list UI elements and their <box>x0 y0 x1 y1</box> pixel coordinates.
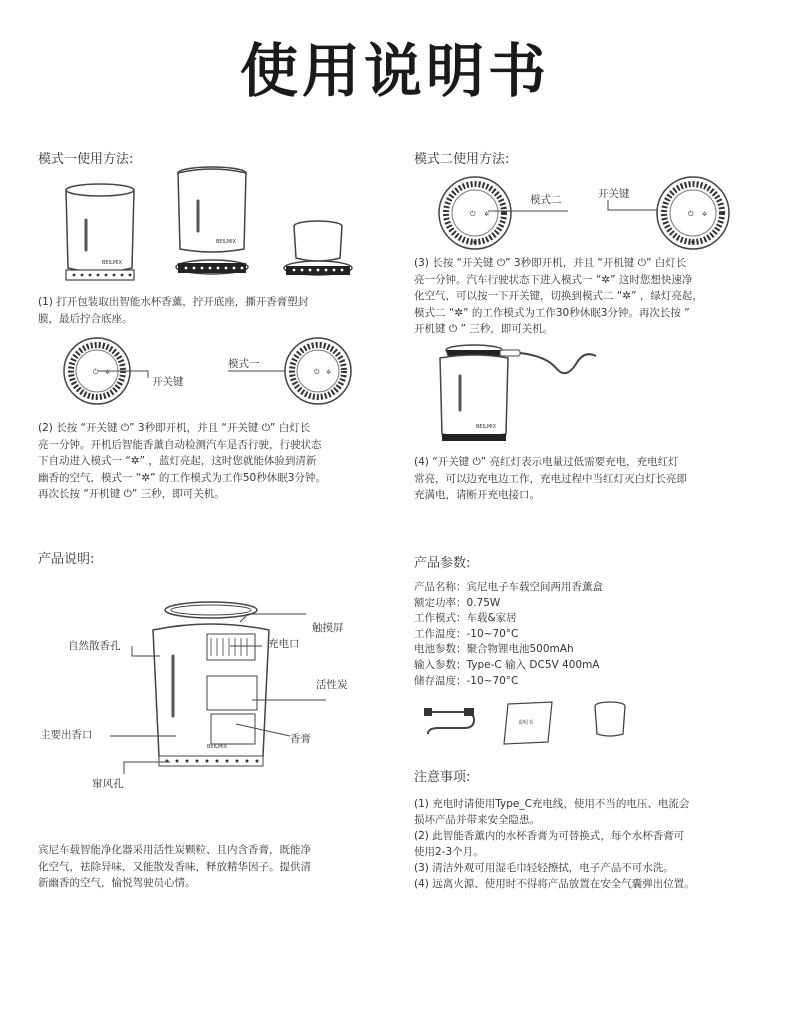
product-heading: 产品说明: <box>38 552 95 567</box>
param-row: 额定功率：0.75W <box>414 596 501 609</box>
svg-text:BEILMIX: BEILMIX <box>476 424 497 430</box>
label-balm: 香膏 <box>290 733 311 745</box>
step1-line: 膜，最后拧合底座。 <box>38 312 133 325</box>
label-main-outlet: 主要出香口 <box>40 729 93 741</box>
note-line: (1) 充电时请使用Type_C充电线，使用不当的电压、电流会 <box>414 798 690 810</box>
manual-icon <box>500 700 556 746</box>
balm-cup-icon <box>590 700 630 740</box>
label-air-hole: 窜风孔 <box>92 778 124 790</box>
brand-logo-text: BEILMIX <box>207 744 228 750</box>
page-title: 使用说明书 <box>239 37 550 105</box>
step4-line: 常亮，可以边充电边工作，充电过程中当红灯灭白灯长亮即 <box>414 472 687 485</box>
param-row: 储存温度：-10~70°C <box>414 674 519 687</box>
param-row: 产品名称：宾尼电子车载空间两用香薰盒 <box>414 581 603 593</box>
label-activated-carbon: 活性炭 <box>316 679 348 691</box>
callout-switch2-label: 开关键 <box>598 188 630 200</box>
step1-line: (1) 打开包装取出智能水杯香薰，拧开底座，撕开香膏塑封 <box>38 296 309 308</box>
step3-line: 亮一分钟。汽车行驶状态下进入模式一 “✲” 这时您想快速净 <box>414 273 693 286</box>
manual-text: 说明书 <box>518 720 534 726</box>
svg-text:BEILMIX: BEILMIX <box>216 239 237 245</box>
svg-text:⏻: ⏻ <box>470 210 476 218</box>
note-line: (4) 远离火源、使用时不得将产品放置在安全气囊弹出位置。 <box>414 878 695 890</box>
param-row: 输入参数：Type-C 输入 DC5V 400mA <box>414 658 600 671</box>
callout-mode2-label: 模式二 <box>530 194 562 206</box>
description-line: 化空气，祛除异味，又能散发香味，释放精华因子。提供清 <box>38 860 311 873</box>
mode1-heading: 模式一使用方法: <box>38 152 134 167</box>
callout-mode1-label: 模式一 <box>228 358 260 370</box>
note-line: (2) 此智能香薰内的水杯香膏为可替换式，每个水杯香膏可 <box>414 830 685 842</box>
step3-line: (3) 长按 “开关键 ⏻” 3秒即开机，并且 “开机键 ⏻” 白灯长 <box>414 257 687 269</box>
step2-line: 幽香的空气，模式一 “✲” 的工作模式为工作50秒休眠3分钟。 <box>38 471 326 484</box>
svg-text:✲: ✲ <box>326 369 332 376</box>
param-row: 工作模式：车载&家居 <box>414 612 517 625</box>
svg-text:⏻: ⏻ <box>688 210 694 218</box>
step2-line: (2) 长按 “开关键 ⏻” 3秒即开机，并且 “开关键 ⏻” 白灯长 <box>38 422 311 434</box>
param-row: 工作温度：-10~70°C <box>414 627 519 640</box>
callout-switch-label: 开关键 <box>152 376 184 388</box>
label-touch-screen: 触摸屏 <box>312 622 344 634</box>
step2-line: 下自动进入模式一 “✲” ，蓝灯亮起，这时您就能体验到清新 <box>38 455 317 467</box>
label-natural-vent: 自然散香孔 <box>68 640 121 652</box>
svg-text:⏻: ⏻ <box>93 368 99 376</box>
notes-list <box>414 796 764 892</box>
note-line: 使用2-3个月。 <box>414 846 484 858</box>
cable-icon <box>424 706 480 738</box>
description-line: 宾尼车载智能净化器采用活性炭颗粒、且内含香膏，既能净 <box>38 844 311 856</box>
svg-text:✲: ✲ <box>105 369 111 376</box>
note-line: 损坏产品并带来安全隐患。 <box>414 814 540 826</box>
step3-line: 开机键 ⏻ ” 三秒，即可关机。 <box>414 323 554 335</box>
step2-line: 亮一分钟。开机后智能香薰自动检测汽车是否行驶，行驶状态 <box>38 438 322 451</box>
mode2-heading: 模式二使用方法: <box>414 152 510 167</box>
step3-line: 模式二 “✲” 的工作模式为工作30秒休眠3分钟。再次长按 ” <box>414 306 690 319</box>
param-row: 电池参数：聚合物锂电池500mAh <box>414 643 574 656</box>
svg-text:✲: ✲ <box>702 211 708 218</box>
step4-line: 充满电，请断开充电接口。 <box>414 489 540 501</box>
step4-line: (4) “开关键 ⏻” 亮红灯表示电量过低需要充电，充电红灯 <box>414 456 679 468</box>
step2-line: 再次长按 “开机键 ⏻” 三秒，即可关机。 <box>38 488 225 500</box>
description-line: 新幽香的空气，愉悦驾驶员心情。 <box>38 877 196 889</box>
svg-text:BEILMIX: BEILMIX <box>102 260 123 266</box>
svg-text:⏻: ⏻ <box>314 368 320 376</box>
step3-line: 化空气，可以按一下开关键，切换到模式二 “✲” ，绿灯亮起， <box>414 290 703 302</box>
notes-heading: 注意事项: <box>414 770 471 785</box>
note-line: (3) 清洁外观可用湿毛巾轻轻擦拭，电子产品不可水洗。 <box>414 862 674 874</box>
svg-text:✲: ✲ <box>484 211 490 218</box>
params-list <box>414 580 754 689</box>
label-charge-port: 充电口 <box>268 638 300 650</box>
product-description <box>38 842 378 892</box>
params-heading: 产品参数: <box>414 556 471 571</box>
